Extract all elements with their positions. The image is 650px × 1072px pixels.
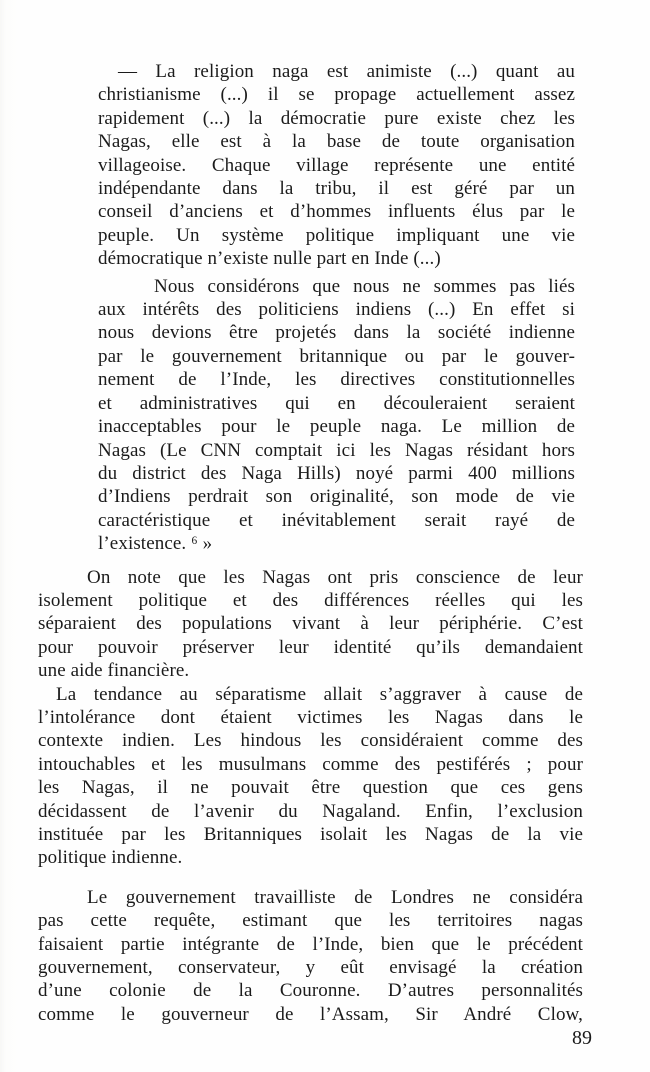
text-line: rapidement (...) la démocratie pure existe chez les xyxy=(98,107,575,129)
text-line: démocratique n’existe nulle part en Inde (...) xyxy=(98,248,441,270)
quote-paragraph-1 xyxy=(98,60,575,271)
text-line: Nagas (Le CNN comptait ici les Nagas résidant hors xyxy=(98,439,575,461)
body-paragraph-2 xyxy=(38,683,583,870)
body-paragraph-3 xyxy=(38,886,583,1026)
text-line: Nagas, elle est à la base de toute organisation xyxy=(98,131,575,153)
text-line: indépendante dans la tribu, il est géré par un xyxy=(98,178,575,200)
text-line: isolement politique et des différences réelles qui les xyxy=(38,589,583,611)
text-block xyxy=(38,60,583,1026)
text-line: conseil d’anciens et d’hommes influents élus par le xyxy=(98,201,575,223)
text-line: d’Indiens perdrait son originalité, son mode de vie xyxy=(98,486,575,508)
text-line: Le gouvernement travailliste de Londres ne considéra xyxy=(87,886,583,908)
text-line: villageoise. Chaque village représente une entité xyxy=(98,154,575,176)
text-line: faisaient partie intégrante de l’Inde, bien que le précédent xyxy=(38,933,583,955)
text-line: caractéristique et inévitablement serait rayé de xyxy=(98,509,575,531)
text-line: gouvernement, conservateur, y eût envisagé la création xyxy=(38,957,583,979)
text-line: par le gouvernement britannique ou par le gouver- xyxy=(98,345,575,367)
text-line: et administratives qui en découleraient seraient xyxy=(98,392,575,414)
text-line: comme le gouverneur de l’Assam, Sir André Clow, xyxy=(38,1003,583,1025)
text-line: pas cette requête, estimant que les territoires nagas xyxy=(38,910,583,932)
text-line: pour pouvoir préserver leur identité qu’ils demandaient xyxy=(38,636,583,658)
text-line: séparaient des populations vivant à leur périphérie. C’est xyxy=(38,613,583,635)
text-line: l’existence. ⁶ » xyxy=(98,533,213,555)
text-line: contexte indien. Les hindous les considéraient comme des xyxy=(38,730,583,752)
text-line: une aide financière. xyxy=(38,660,190,682)
text-line: politique indienne. xyxy=(38,847,183,869)
text-line: Nous considérons que nous ne sommes pas liés xyxy=(154,275,575,297)
text-line: peuple. Un système politique impliquant une vie xyxy=(98,224,575,246)
block-quote xyxy=(98,60,575,556)
text-line: du district des Naga Hills) noyé parmi 400 millions xyxy=(98,462,575,484)
text-line: les Nagas, il ne pouvait être question que ces gens xyxy=(38,777,583,799)
page-number: 89 xyxy=(572,1027,592,1049)
text-line: nous devions être projetés dans la société indienne xyxy=(98,322,575,344)
text-line: inacceptables pour le peuple naga. Le million de xyxy=(98,416,575,438)
text-line: nement de l’Inde, les directives constitutionnelles xyxy=(98,369,575,391)
text-line: aux intérêts des politiciens indiens (...) En effet si xyxy=(98,299,575,321)
text-line: intouchables et les musulmans comme des pestiférés ; pour xyxy=(38,753,583,775)
text-line: instituée par les Britanniques isolait les Nagas de la vie xyxy=(38,824,583,845)
text-line: — La religion naga est animiste (...) quant au xyxy=(118,61,575,82)
text-line: d’une colonie de la Couronne. D’autres personnalités xyxy=(38,980,583,1002)
text-line: christianisme (...) il se propage actuellement assez xyxy=(98,84,575,106)
text-line: La tendance au séparatisme allait s’aggraver à cause de xyxy=(56,683,583,705)
body-paragraph-1 xyxy=(38,566,583,683)
quote-paragraph-2 xyxy=(98,275,575,556)
text-line: décidassent de l’avenir du Nagaland. Enfin, l’exclusion xyxy=(38,800,583,822)
text-line: On note que les Nagas ont pris conscience de leur xyxy=(87,566,583,588)
text-line: l’intolérance dont étaient victimes les Nagas dans le xyxy=(38,706,583,728)
